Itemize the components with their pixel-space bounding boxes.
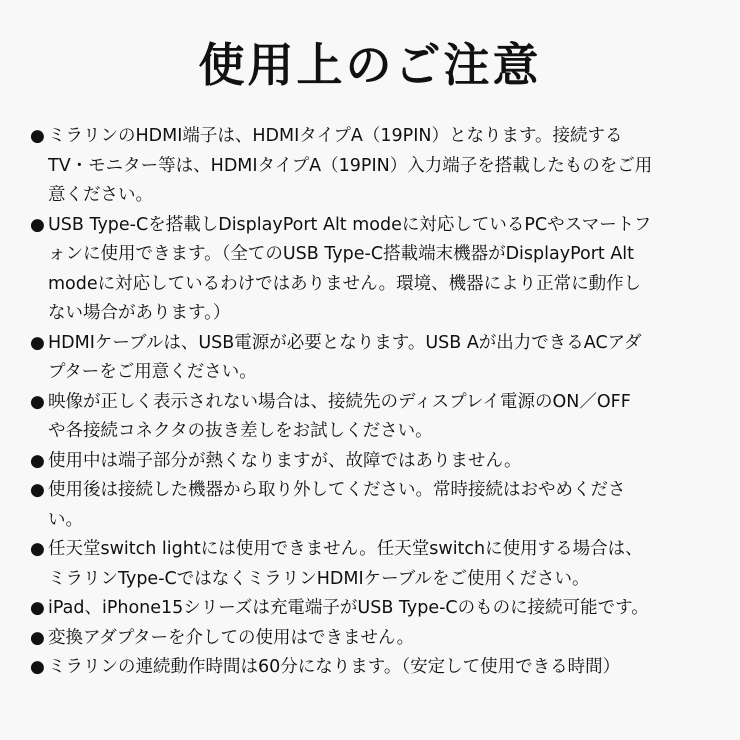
note-text-line: ミラリンType-CではなくミラリンHDMIケーブルをご使用ください。 [48, 568, 590, 589]
note-text-line: modeに対応しているわけではありません。環境、機器により正常に動作し [48, 273, 642, 294]
bullet-icon: ● [30, 480, 45, 500]
note-text-line: 変換アダプターを介しての使用はできません。 [48, 627, 415, 648]
note-text-line: ォンに使用できます。（全てのUSB Type-C搭載端末機器がDisplayPort Alt [48, 244, 635, 264]
note-text-line: や各接続コネクタの抜き差しをお試しください。 [48, 421, 433, 441]
note-item [30, 535, 720, 594]
note-text-line: 使用中は端子部分が熱くなりますが、故障ではありません。 [48, 450, 522, 471]
note-text-line: ミラリンのHDMI端子は、HDMIタイプA（19PIN）となります。接続する [48, 126, 623, 146]
note-text-line: USB Type-Cを搭載しDisplayPort Alt modeに対応しているPCやスマートフ [48, 214, 652, 235]
note-text-line: プターをご用意ください。 [48, 362, 257, 382]
note-text-line: TV・モニター等は、HDMIタイプA（19PIN）入力端子を搭載したものをご用 [48, 155, 653, 176]
note-item [30, 624, 720, 654]
page-title: 使用上のご注意 [198, 38, 542, 92]
note-text-line: ミラリンの連続動作時間は60分になります。（安定して使用できる時間） [48, 657, 621, 677]
bullet-icon: ● [30, 450, 45, 471]
note-text-line: ない場合があります。） [48, 303, 231, 323]
bullet-icon: ● [30, 539, 45, 559]
note-text-line: 任天堂switch lightには使用できません。任天堂switchに使用する場合は、 [48, 539, 643, 559]
bullet-icon: ● [30, 598, 45, 618]
bullet-icon: ● [30, 657, 45, 677]
bullet-icon: ● [30, 332, 45, 353]
note-item [30, 476, 720, 535]
note-text-line: 使用後は接続した機器から取り外してください。常時接続はおやめくださ [48, 480, 626, 500]
note-item [30, 388, 720, 447]
note-text-line: 意ください。 [48, 185, 153, 205]
note-text-line: 映像が正しく表示されない場合は、接続先のディスプレイ電源のON／OFF [48, 391, 631, 412]
bullet-icon: ● [30, 627, 45, 648]
note-item [30, 329, 720, 388]
note-item [30, 447, 720, 477]
note-text-line: い。 [48, 509, 83, 530]
bullet-icon: ● [30, 391, 45, 412]
note-text-line: iPad、iPhone15シリーズは充電端子がUSB Type-Cのものに接続可能です。 [48, 598, 649, 618]
note-text-line: HDMIケーブルは、USB電源が必要となります。USB Aが出力できるACアダ [48, 332, 642, 353]
notes-list [30, 122, 720, 683]
note-item [30, 594, 720, 624]
note-item [30, 122, 720, 211]
bullet-icon: ● [30, 126, 45, 146]
note-item [30, 211, 720, 329]
bullet-icon: ● [30, 214, 45, 235]
note-item [30, 653, 720, 683]
